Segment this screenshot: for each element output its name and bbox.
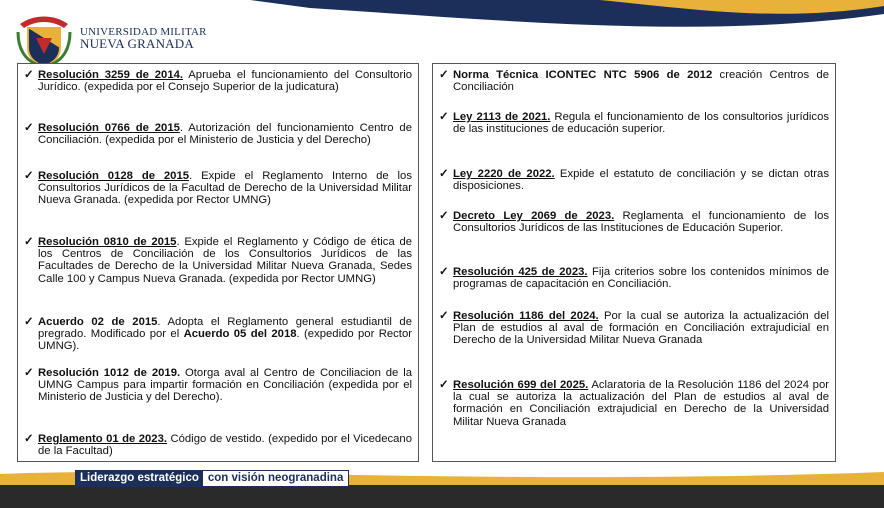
university-name-line2: NUEVA GRANADA xyxy=(80,36,194,51)
check-icon: ✓ xyxy=(439,210,449,222)
check-icon: ✓ xyxy=(439,69,449,81)
item-title: Resolución 699 del 2025. xyxy=(453,379,589,391)
list-item xyxy=(439,266,829,290)
slogan-part-b: con visión neogranadina xyxy=(207,472,344,484)
item-body: creación Centros de Conciliación xyxy=(453,69,829,94)
list-item xyxy=(439,168,829,192)
check-icon: ✓ xyxy=(439,310,449,322)
item-body: . Expide el Reglamento y Código de ética de los Centros de Conciliación de los Consultorios Jurídicos de las Facultades de Derecho de la Universidad Militar Nueva Granada, Sedes Calle 100 y Campus Nueva Granada. (expedida por Rector UMNG) xyxy=(38,236,413,285)
list-item xyxy=(439,379,829,428)
item-body-secondary: . (expedido por Rector UMNG). xyxy=(38,328,412,353)
item-title: Resolución 425 de 2023. xyxy=(453,266,588,278)
item-body: Fija criterios sobre los contenidos mínimos de programas de capacitación en Conciliación. xyxy=(453,266,829,291)
list-item xyxy=(439,210,829,234)
check-icon: ✓ xyxy=(24,316,34,328)
item-title: Decreto Ley 2069 de 2023. xyxy=(453,210,615,222)
check-icon: ✓ xyxy=(24,367,34,379)
university-shield-logo xyxy=(14,10,74,68)
list-item xyxy=(24,122,412,146)
item-title: Ley 2220 de 2022. xyxy=(453,168,555,180)
list-item xyxy=(24,316,412,353)
item-title: Resolución 0766 de 2015 xyxy=(38,122,180,134)
item-body: Regula el funcionamiento de los consultorios jurídicos de las instituciones de educación superior. xyxy=(453,111,829,136)
slogan-banner xyxy=(75,470,349,487)
item-title: Resolución 3259 de 2014. xyxy=(38,69,184,81)
item-body: . Autorización del funcionamiento Centro de Conciliación. (expedida por el Ministerio de Justicia y del Derecho) xyxy=(38,122,412,147)
check-icon: ✓ xyxy=(439,266,449,278)
university-name xyxy=(80,26,207,50)
item-body: Otorga aval al Centro de Conciliacion de la UMNG Campus para impartir formación en Conciliación (expedida por el Ministerio de Justicia y del Derecho). xyxy=(38,367,412,404)
left-regulations-panel xyxy=(17,63,419,462)
list-item xyxy=(24,69,412,93)
item-title: Resolución 0128 de 2015 xyxy=(38,170,190,182)
footer-bar xyxy=(0,485,884,508)
list-item xyxy=(24,367,412,404)
check-icon: ✓ xyxy=(24,170,34,182)
item-body: Expide el estatuto de conciliación y se dictan otras disposiciones. xyxy=(453,168,829,193)
item-title: Norma Técnica ICONTEC NTC 5906 de 2012 xyxy=(453,69,713,81)
list-item xyxy=(24,170,412,207)
item-title: Resolución 1186 del 2024. xyxy=(453,310,599,322)
item-title: Resolución 1012 de 2019. xyxy=(38,367,181,379)
right-regulations-panel xyxy=(432,63,836,462)
item-body: Por la cual se autoriza la actualización del Plan de estudios al aval de formación en Conciliación extrajudicial en Derecho de la Universidad Militar Nueva Granada xyxy=(453,310,829,347)
check-icon: ✓ xyxy=(24,122,34,134)
item-title: Acuerdo 02 de 2015 xyxy=(38,316,158,328)
item-body: Reglamenta el funcionamiento de los Consultorios Jurídicos de las Instituciones de Educación Superior. xyxy=(453,210,829,235)
list-item xyxy=(439,111,829,135)
item-body: . Adopta el Reglamento general estudiantil de pregrado. Modificado por el xyxy=(38,316,412,341)
item-title: Ley 2113 de 2021. xyxy=(453,111,551,123)
list-item xyxy=(24,236,412,285)
item-body: Código de vestido. (expedido por el Vicedecano de la Facultad) xyxy=(38,433,412,458)
check-icon: ✓ xyxy=(439,111,449,123)
item-title: Resolución 0810 de 2015 xyxy=(38,236,177,248)
item-body: . Expide el Reglamento Interno de los Consultorios Jurídicos de la Facultad de Derecho de la Universidad Militar Nueva Granada. (expedida por Rector UMNG) xyxy=(38,170,412,207)
item-title: Reglamento 01 de 2023. xyxy=(38,433,168,445)
check-icon: ✓ xyxy=(24,433,34,445)
check-icon: ✓ xyxy=(439,168,449,180)
check-icon: ✓ xyxy=(24,69,34,81)
check-icon: ✓ xyxy=(24,236,34,248)
list-item xyxy=(24,433,412,457)
item-title-secondary: Acuerdo 05 del 2018 xyxy=(183,328,297,341)
item-body: Aprueba el funcionamiento del Consultorio Jurídico. (expedida por el Consejo Superior de la judicatura) xyxy=(38,69,412,94)
check-icon: ✓ xyxy=(439,379,449,391)
list-item xyxy=(439,310,829,347)
list-item xyxy=(439,69,829,93)
item-body: Aclaratoria de la Resolución 1186 del 2024 por la cual se autoriza la actualización del Plan de estudios al aval de formación en Conciliación extrajudicial en Derecho de la Universidad Militar Nueva Granada xyxy=(453,379,829,428)
university-name-line1: UNIVERSIDAD MILITAR xyxy=(80,26,207,38)
slogan-part-a: Liderazgo estratégico xyxy=(76,471,203,486)
